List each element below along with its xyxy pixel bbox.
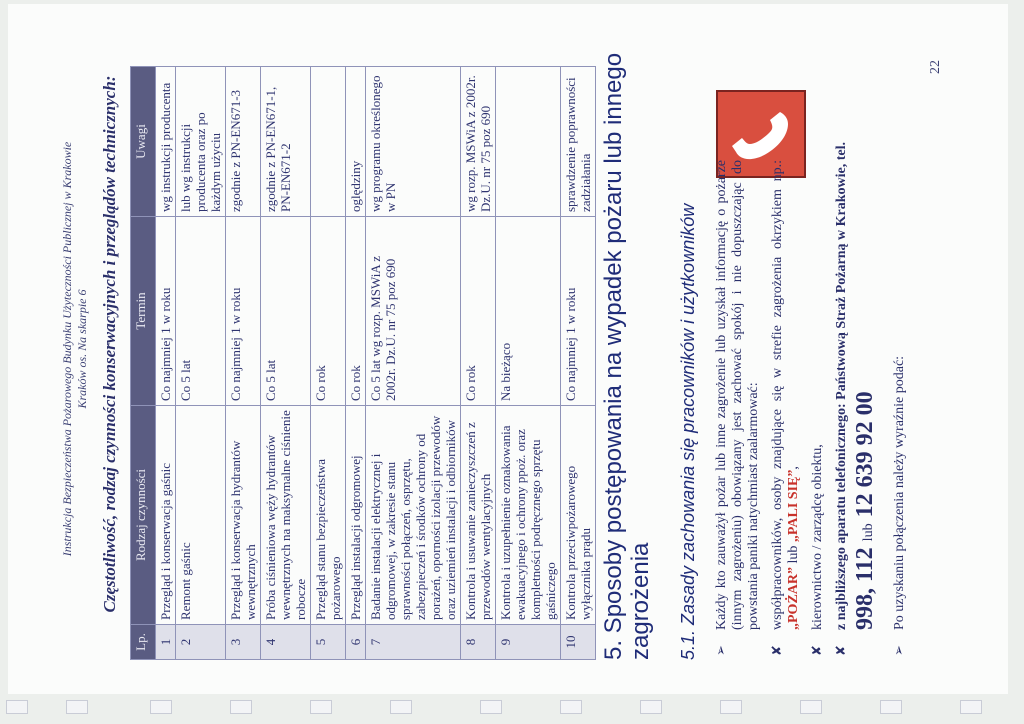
subsection-title: 5.1. Zasady zachowania się pracowników i użytkowników [678,203,698,660]
table-row [176,67,226,660]
list-item [892,60,908,660]
row-lp: 7 [366,625,461,660]
row-lp: 10 [561,625,596,660]
shout-burning: „PALI SIĘ” [786,469,801,543]
row-lp: 1 [156,625,176,660]
instructions-list [714,60,916,660]
list-item [714,60,762,660]
binder-hole [390,700,412,714]
rotated-content [8,4,1008,694]
table-row [226,67,261,660]
row-task: Przegląd i konserwacja gaśnic [156,406,176,625]
table-row [366,67,461,660]
table-row [156,67,176,660]
row-note [496,67,561,217]
section-title: 5. Sposoby postępowania na wypadek pożaru lub innego zagrożenia [600,52,654,660]
arrow-bullet-icon: ➢ [892,645,907,656]
cross-bullet-icon: ✘ [810,645,825,656]
row-task: Przegląd instalacji odgromowej [346,406,366,625]
list-item [810,60,826,660]
header-lp: Lp. [131,625,156,660]
row-lp: 6 [346,625,366,660]
shout-fire: „POŻAR” [786,567,801,630]
header-line-2: Kraków os. Na skarpie 6 [75,289,89,409]
binder-hole [560,700,582,714]
emergency-numbers [850,60,884,630]
row-note: zgodnie z PN-EN671-3 [226,67,261,217]
row-task: Próba ciśnieniowa węży hydrantów wewnętrznych na maksymalne ciśnienie robocze [261,406,311,625]
row-term: Co 5 lat [176,217,226,406]
numbers-or: lub [861,523,876,542]
header-term: Termin [131,217,156,406]
row-note: zgodnie z PN-EN671-1, PN-EN671-2 [261,67,311,217]
row-term: Co rok [461,217,496,406]
row-task: Kontrola i uzupełnienie oznakowania ewakuacyjnego i ochrony ppoż. oraz kompletności podręcznego sprzętu gaśniczego [496,406,561,625]
row-term: Co rok [346,217,366,406]
table-header-row [131,67,156,660]
row-note: sprawdzenie poprawności zadziałania [561,67,596,217]
row-lp: 5 [311,625,346,660]
row-note: wg programu określonego w PN [366,67,461,217]
row-lp: 4 [261,625,311,660]
binder-hole [66,700,88,714]
numbers-local: 12 639 92 00 [852,391,878,518]
row-term: Na bieżąco [496,217,561,406]
bullet-coworkers: współpracowników, osoby znajdujące się w strefie zagrożenia okrzykiem np.: „POŻAR” lub „PALI SIĘ”, [770,160,801,630]
row-task: Przegląd stanu bezpieczeństwa pożarowego [311,406,346,625]
arrow-bullet-icon: ➢ [714,645,729,656]
row-task: Przegląd i konserwacja hydrantów wewnętrznych [226,406,261,625]
or-word: lub [786,545,801,564]
row-task: Remont gaśnic [176,406,226,625]
table-row [561,67,596,660]
list-item [770,60,802,660]
row-note: oględziny [346,67,366,217]
cross-bullet-icon: ✘ [770,645,785,656]
binder-hole [230,700,252,714]
row-note [311,67,346,217]
row-note: wg instrukcji producenta [156,67,176,217]
binder-hole [310,700,332,714]
row-term: Co najmniej 1 w roku [561,217,596,406]
table-row [496,67,561,660]
table-row [261,67,311,660]
table-row [461,67,496,660]
row-term: Co rok [311,217,346,406]
binder-hole [480,700,502,714]
bullet-management: kierownictwo / zarządcę obiektu, [810,444,825,630]
row-lp: 3 [226,625,261,660]
last-instruction: Po uzyskaniu połączenia należy wyraźnie podać: [892,355,907,630]
row-lp: 9 [496,625,561,660]
table-row [346,67,366,660]
row-term: Co 5 lat wg rozp. MSWiA z 2002r. Dz.U. nr 75 poz 690 [366,217,461,406]
row-note: wg rozp. MSWiA z 2002r. Dz.U. nr 75 poz 690 [461,67,496,217]
header-task: Rodzaj czynności [131,406,156,625]
list-item [834,60,884,660]
binder-hole [800,700,822,714]
bullet-fire-service: z najbliższego aparatu telefonicznego: Państwową Straż Pożarną w Krakowie, tel. [834,142,849,630]
table-title: Częstotliwość, rodzaj czynności konserwacyjnych i przeglądów technicznych: [100,75,119,613]
row-task: Kontrola przeciwpożarowego wyłącznika prądu [561,406,596,625]
row-task: Badanie instalacji elektrycznej i odgromowej, w zakresie stanu sprawności połączeń, osprzętu, zabezpieczeń i środków ochrony od porażeń, oporności izolacji przewodów oraz uziemień instalacji i odbiorników [366,406,461,625]
cross-bullet-icon: ✘ [834,645,849,656]
row-task: Kontrola i usuwanie zanieczyszczeń z przewodów wentylacyjnych [461,406,496,625]
header-notes: Uwagi [131,67,156,217]
binder-hole [960,700,982,714]
row-term: Co najmniej 1 w roku [226,217,261,406]
binder-hole [720,700,742,714]
row-term: Co 5 lat [261,217,311,406]
binder-hole [880,700,902,714]
row-lp: 2 [176,625,226,660]
binder-hole [640,700,662,714]
binder-hole [6,700,28,714]
binder-hole [150,700,172,714]
binder-holes [0,696,1024,720]
numbers-main: 998, 112 [852,547,878,630]
header-line-1: Instrukcja Bezpieczeństwa Pożarowego Budynku Użyteczności Publicznej w Krakowie [60,141,74,557]
row-term: Co najmniej 1 w roku [156,217,176,406]
bullet-coworkers-text: współpracowników, osoby znajdujące się w strefie zagrożenia okrzykiem np.: [770,160,785,630]
intro-text: Każdy kto zauważył pożar lub inne zagrożenie lub uzyskał informację o pożarze (innym zagrożeniu) obowiązany jest zachować spokój i nie dopuszczając do powstania paniki natychmiast zaalarmować: [714,160,761,630]
page-number: 22 [928,60,943,74]
row-lp: 8 [461,625,496,660]
maintenance-table [130,66,596,660]
table-row [311,67,346,660]
row-note: lub wg instrukcji producenta oraz po każdym użyciu [176,67,226,217]
document-header [60,4,90,694]
